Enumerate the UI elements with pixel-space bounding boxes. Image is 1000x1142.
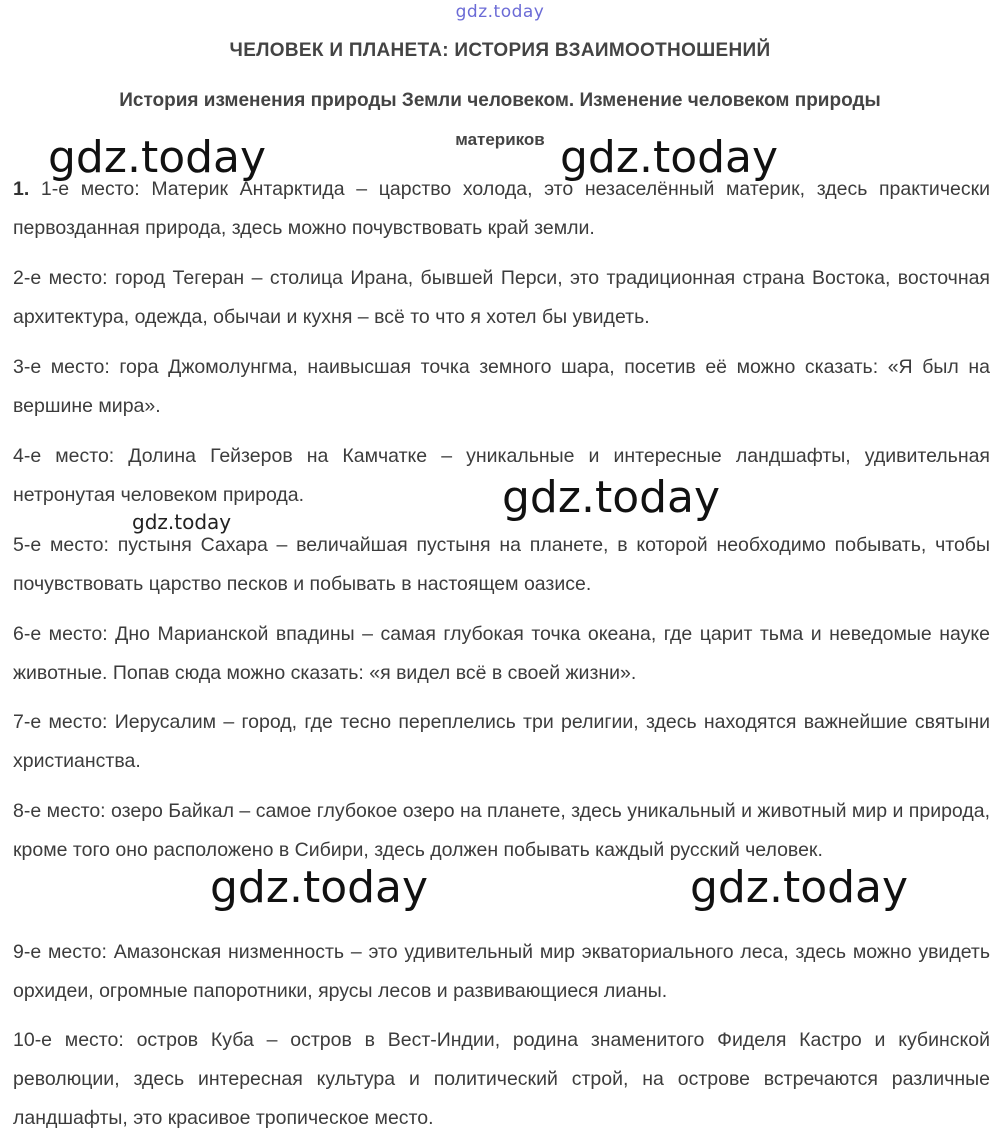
page-title: ЧЕЛОВЕК И ПЛАНЕТА: ИСТОРИЯ ВЗАИМООТНОШЕНИЙ [229, 40, 771, 61]
section-subtitle-continuation: материков [455, 130, 545, 149]
answer-item-7: 7-е место: Иерусалим – город, где тесно переплелись три религии, здесь находятся важнейшие святыни христианства. [13, 711, 990, 772]
answer-item-2: 2-е место: город Тегеран – столица Ирана, бывшей Перси, это традиционная страна Востока, восточная архитектура, одежда, обычаи и кухня – всё то что я хотел бы увидеть. [13, 267, 990, 328]
answer-item-8: 8-е место: озеро Байкал – самое глубокое озеро на планете, здесь уникальный и животный мир и природа, кроме того оно расположено в Сибири, здесь должен побывать каждый русский человек. [13, 800, 990, 861]
watermark: gdz.today [210, 862, 429, 913]
watermark-small: gdz.today [132, 510, 232, 534]
answer-item-6: 6-е место: Дно Марианской впадины – самая глубокая точка океана, где царит тьма и неведомые науке животные. Попав сюда можно сказать: «я видел всё в своей жизни». [13, 623, 990, 684]
watermark: gdz.today [502, 472, 721, 523]
watermark: gdz.today [48, 132, 267, 183]
watermark-top: gdz.today [455, 2, 545, 22]
answer-item-3: 3-е место: гора Джомолунгма, наивысшая точка земного шара, посетив её можно сказать: «Я был на вершине мира». [13, 356, 990, 417]
section-subtitle: История изменения природы Земли человеком. Изменение человеком природы [119, 90, 881, 111]
answer-item-text: 1-е место: Материк Антарктида – царство холода, это незаселённый материк, здесь практически первозданная природа, здесь можно почувствовать край земли. [13, 178, 990, 239]
answer-item-5: 5-е место: пустыня Сахара – величайшая пустыня на планете, в которой необходимо побывать, чтобы почувствовать царство песков и побывать в настоящем оазисе. [13, 534, 990, 595]
answer-item-4: 4-е место: Долина Гейзеров на Камчатке – уникальные и интересные ландшафты, удивительная нетронутая человеком природа. [13, 445, 990, 506]
watermark: gdz.today [690, 862, 909, 913]
answer-item-9: 9-е место: Амазонская низменность – это удивительный мир экваториального леса, здесь можно увидеть орхидеи, огромные папоротники, ярусы лесов и развивающиеся лианы. [13, 941, 990, 1002]
watermark: gdz.today [560, 132, 779, 183]
answer-item-10: 10-е место: остров Куба – остров в Вест-Индии, родина знаменитого Фиделя Кастро и кубинской революции, здесь интересная культура и политический строй, на острове встречаются различные ландшафты, это красивое тропическое место. [13, 1029, 990, 1129]
answer-number: 1. [13, 178, 30, 200]
answer-item-1 [13, 170, 990, 248]
